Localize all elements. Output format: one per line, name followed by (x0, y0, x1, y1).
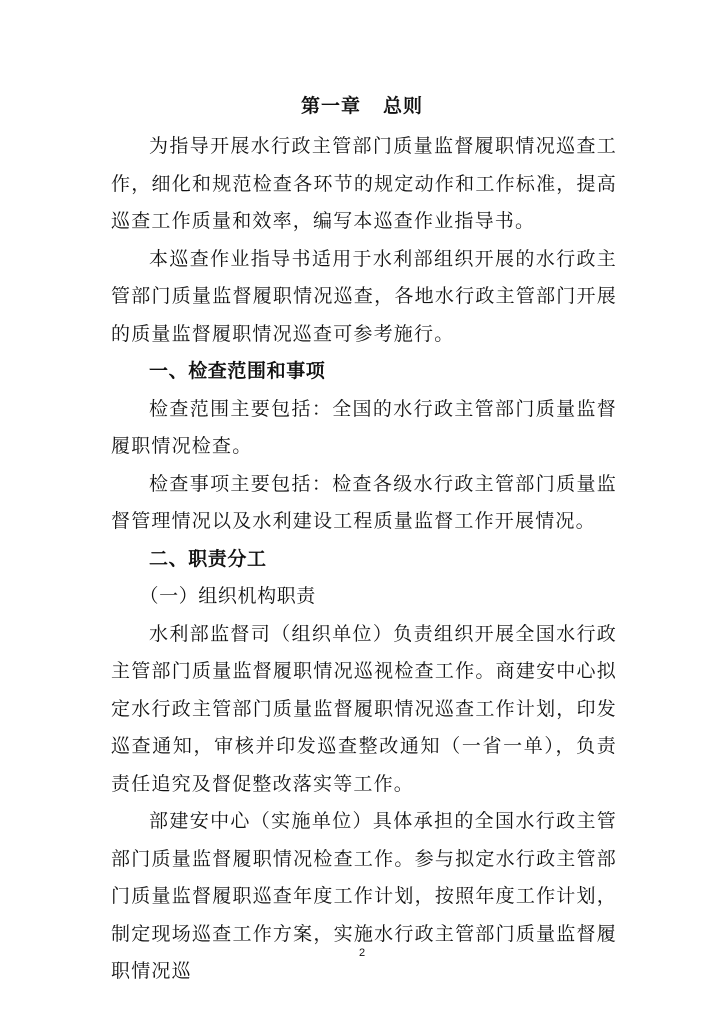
chapter-number: 第一章 (300, 95, 361, 117)
document-body (111, 128, 617, 991)
paragraph: 检查范围主要包括：全国的水行政主管部门质量监督履职情况检查。 (111, 397, 617, 457)
chapter-title (0, 92, 724, 120)
paragraph: 部建安中心（实施单位）具体承担的全国水行政主管部门质量监督履职情况检查工作。参与拟定水行政主管部门质量监督履职巡查年度工作计划，按照年度工作计划，制定现场巡查工作方案，实施水行政主管部门质量监督履职情况巡 (111, 810, 617, 982)
paragraph: 水利部监督司（组织单位）负责组织开展全国水行政主管部门质量监督履职情况巡视检查工作。商建安中心拟定水行政主管部门质量监督履职情况巡查工作计划，印发巡查通知，审核并印发巡查整改通知（一省一单），负责责任追究及督促整改落实等工作。 (111, 622, 617, 795)
page-number: 2 (358, 947, 366, 959)
paragraph: 本巡查作业指导书适用于水利部组织开展的水行政主管部门质量监督履职情况巡查，各地水行政主管部门开展的质量监督履职情况巡查可参考施行。 (111, 247, 617, 345)
section-heading: 一、检查范围和事项 (149, 360, 326, 382)
paragraph: 检查事项主要包括：检查各级水行政主管部门质量监督管理情况以及水利建设工程质量监督工作开展情况。 (111, 472, 617, 532)
subsection-heading: （一）组织机构职责 (139, 585, 316, 607)
chapter-name: 总则 (383, 95, 424, 117)
paragraph: 为指导开展水行政主管部门质量监督履职情况巡查工作，细化和规范检查各环节的规定动作和工作标准，提高巡查工作质量和效率，编写本巡查作业指导书。 (111, 135, 617, 232)
section-heading: 二、职责分工 (149, 547, 267, 570)
